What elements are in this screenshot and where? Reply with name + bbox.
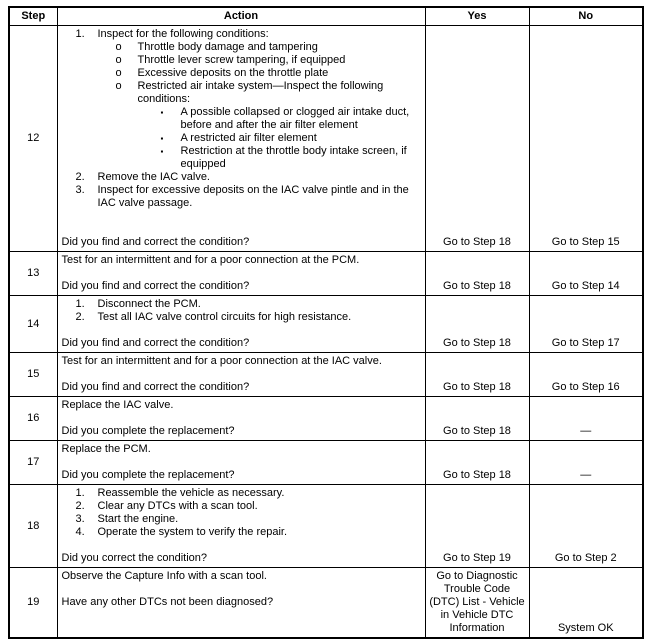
sub-bullet-item-text: A restricted air filter element [180,132,317,144]
sub-bullet-item [62,145,421,171]
yes-value: Go to Step 18 [443,381,511,393]
yes-value: Go to Step 19 [443,552,511,564]
action-cell [57,397,425,441]
no-cell [529,568,643,639]
yes-value: Go to Step 18 [443,280,511,292]
action-cell [57,252,425,296]
list-item [62,171,421,184]
step-cell [9,296,57,353]
table-row [9,397,643,441]
no-value: Go to Step 16 [551,381,620,393]
no-cell [529,26,643,252]
action-cell [57,485,425,568]
list-item [62,487,421,500]
ordered-list [62,28,421,210]
circle-bullet-marker: o [115,54,122,66]
yes-value: Go to Step 18 [443,236,511,248]
bullet-item [62,80,421,106]
table-row [9,353,643,397]
diagnostic-table [8,6,644,639]
column-header-yes: Yes [425,7,529,26]
step-cell [9,568,57,639]
action-cell [57,26,425,252]
action-text: Test for an intermittent and for a poor connection at the PCM. [61,254,360,266]
table-row [9,441,643,485]
circle-bullet-marker: o [115,80,122,92]
bullet-item [62,67,421,80]
step-number: 13 [27,267,40,279]
no-value: Go to Step 2 [554,552,617,564]
step-cell [9,397,57,441]
bullet-item-text: Excessive deposits on the throttle plate [137,67,329,79]
number-marker: 3. [75,513,85,525]
table-row [9,485,643,568]
yes-value: Go to Diagnostic Trouble Code (DTC) List - Vehicle in Vehicle DTC Information [429,570,525,634]
no-value: — [580,469,592,481]
yes-value: Go to Step 18 [443,337,511,349]
yes-cell [425,568,529,639]
yes-value: Go to Step 18 [443,469,511,481]
action-cell [57,296,425,353]
list-item-line [62,526,421,539]
question-text: Did you find and correct the condition? [61,381,250,393]
action-cell [57,441,425,485]
no-value: System OK [557,622,614,634]
yes-cell [425,26,529,252]
question-text: Did you complete the replacement? [61,469,235,481]
no-value: Go to Step 17 [551,337,620,349]
list-item [62,184,421,210]
table-header [9,7,643,26]
question-text: Did you find and correct the condition? [61,280,250,292]
circle-bullet-marker: o [115,67,122,79]
step-number: 19 [27,596,40,608]
question-text: Have any other DTCs not been diagnosed? [61,596,274,608]
list-item [62,28,421,171]
question-text: Did you find and correct the condition? [61,337,250,349]
header-row [9,7,643,26]
list-item-text: Inspect for the following conditions: [97,28,269,40]
table-row [9,252,643,296]
yes-cell [425,353,529,397]
column-header-no: No [529,7,643,26]
sub-bullet-item [62,106,421,132]
yes-cell [425,485,529,568]
table-row [9,568,643,639]
list-item-line [62,184,421,210]
ordered-list [62,487,421,539]
step-number: 14 [27,317,40,330]
no-cell [529,441,643,485]
bullet-item [62,54,421,67]
yes-cell [425,296,529,353]
column-header-step: Step [9,7,57,26]
bullet-item [62,41,421,54]
sub-bullet-item-text: A possible collapsed or clogged air intake duct, before and after the air filter element [180,106,410,131]
bullet-item-text: Throttle body damage and tampering [137,41,318,53]
step-cell [9,441,57,485]
number-marker: 4. [75,526,85,538]
list-item-text: Remove the IAC valve. [97,171,210,183]
list-item-line [62,500,421,513]
list-item-line [62,487,421,500]
list-item-text: Disconnect the PCM. [97,298,201,310]
action-text: Replace the PCM. [61,443,151,455]
square-bullet-marker: ▪ [160,147,164,156]
number-marker: 2. [75,171,85,183]
table-body [9,26,643,639]
step-cell [9,485,57,568]
yes-value: Go to Step 18 [443,425,511,437]
list-item-line [62,28,421,41]
step-cell [9,26,57,252]
ordered-list [62,298,421,324]
action-text: Observe the Capture Info with a scan tool. [61,570,267,582]
list-item-line [62,311,421,324]
list-item [62,526,421,539]
table-row [9,296,643,353]
no-value: — [580,425,592,437]
question-text: Did you find and correct the condition? [61,236,250,248]
step-number: 15 [27,368,40,380]
sub-bullet-item-text: Restriction at the throttle body intake screen, if equipped [180,145,407,170]
circle-bullet-marker: o [115,41,122,53]
list-item-text: Test all IAC valve control circuits for high resistance. [97,311,352,323]
table-row [9,26,643,252]
step-number: 12 [27,132,40,144]
list-item-line [62,298,421,311]
number-marker: 2. [75,311,85,323]
yes-cell [425,441,529,485]
step-cell [9,252,57,296]
question-text: Did you correct the condition? [61,552,208,564]
step-number: 16 [27,412,40,424]
no-cell [529,397,643,441]
yes-cell [425,397,529,441]
no-cell [529,485,643,568]
question-text: Did you complete the replacement? [61,425,235,437]
list-item [62,500,421,513]
number-marker: 1. [75,298,85,310]
list-item-text: Operate the system to verify the repair. [97,526,288,538]
list-item [62,513,421,526]
square-bullet-marker: ▪ [160,108,164,117]
action-cell [57,568,425,639]
list-item [62,311,421,324]
square-bullet-marker: ▪ [160,134,164,143]
column-header-action: Action [57,7,425,26]
list-item-line [62,513,421,526]
number-marker: 3. [75,184,85,196]
bullet-item-text: Restricted air intake system—Inspect the following conditions: [137,80,384,105]
step-number: 17 [27,456,40,468]
list-item-text: Reassemble the vehicle as necessary. [97,487,285,499]
no-value: Go to Step 14 [551,280,620,292]
action-text: Replace the IAC valve. [61,399,174,411]
yes-cell [425,252,529,296]
number-marker: 1. [75,487,85,499]
no-cell [529,296,643,353]
no-value: Go to Step 15 [551,236,620,248]
action-cell [57,353,425,397]
list-item-text: Start the engine. [97,513,179,525]
no-cell [529,252,643,296]
number-marker: 2. [75,500,85,512]
list-item-text: Clear any DTCs with a scan tool. [97,500,258,512]
no-cell [529,353,643,397]
list-item-text: Inspect for excessive deposits on the IAC valve pintle and in the IAC valve passage. [97,184,409,209]
list-item-line [62,171,421,184]
action-text: Test for an intermittent and for a poor connection at the IAC valve. [61,355,382,367]
list-item [62,298,421,311]
step-number: 18 [27,519,40,532]
sub-bullet-item [62,132,421,145]
step-cell [9,353,57,397]
number-marker: 1. [75,28,85,40]
bullet-item-text: Throttle lever screw tampering, if equipped [137,54,346,66]
